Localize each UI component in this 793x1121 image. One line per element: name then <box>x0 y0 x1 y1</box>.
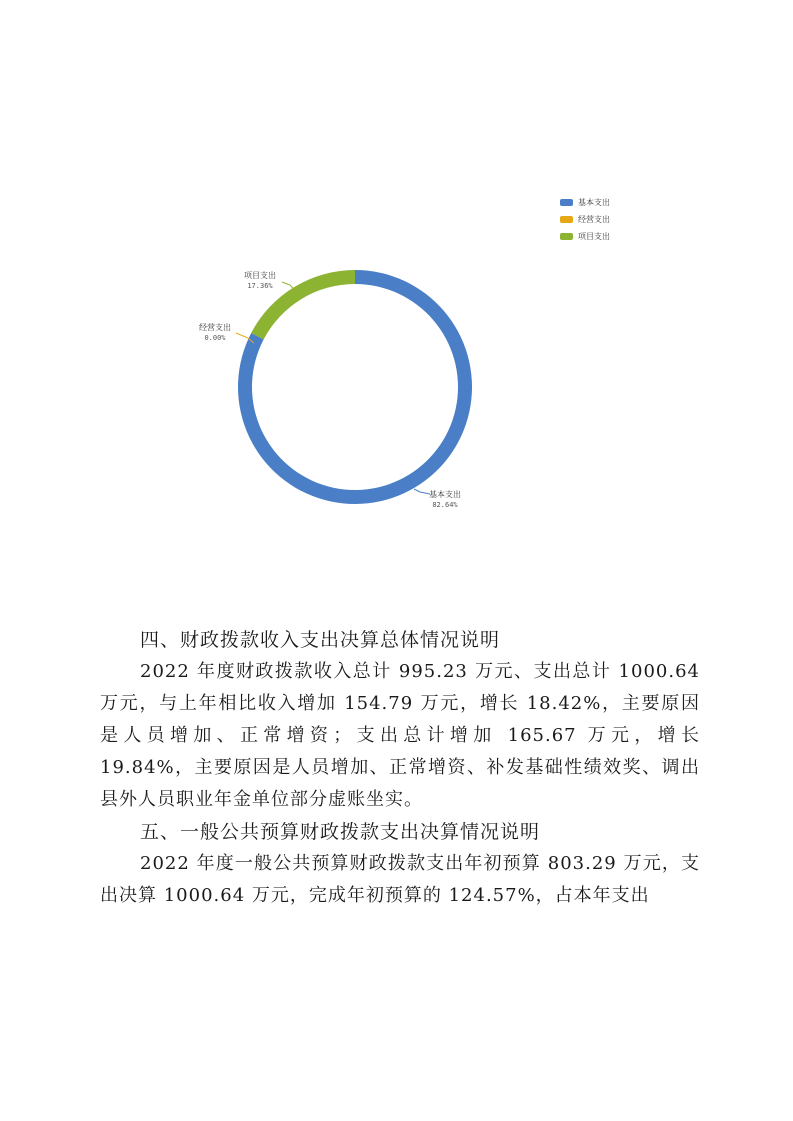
section-heading: 四、财政拨款收入支出决算总体情况说明 <box>140 629 501 651</box>
legend-swatch <box>560 216 573 223</box>
section-heading: 五、一般公共预算财政拨款支出决算情况说明 <box>140 821 541 843</box>
legend-item-project <box>560 228 610 245</box>
document-body <box>100 624 700 912</box>
legend-label: 项目支出 <box>578 232 610 241</box>
legend-swatch <box>560 233 573 240</box>
section-paragraph: 2022 年度财政拨款收入总计 995.23 万元、支出总计 1000.64 万元，与上年相比收入增加 154.79 万元，增长 18.42%，主要原因是人员增加、正常增资；支出总计增加 165.67 万元，增长 19.84%，主要原因是人员增加、正常增资、补发基础性绩效奖、调出县外人员职业年金单位部分虚账坐实。 <box>100 661 700 810</box>
slice-label-operating <box>199 323 231 343</box>
slice-label-basic <box>429 490 461 510</box>
legend-item-basic <box>560 194 610 211</box>
donut-slices <box>238 270 472 504</box>
legend-swatch <box>560 199 573 206</box>
slice-label-percent: 17.36% <box>247 282 273 290</box>
slice-label-name: 项目支出 <box>244 271 276 280</box>
legend-item-operating <box>560 211 610 228</box>
slice-label-project <box>244 271 276 291</box>
slice-label-percent: 82.64% <box>432 501 458 509</box>
slice-label-name: 经营支出 <box>199 323 231 332</box>
legend-label: 基本支出 <box>578 198 610 207</box>
slice-label-percent: 0.00% <box>204 334 226 342</box>
section-paragraph: 2022 年度一般公共预算财政拨款支出年初预算 803.29 万元，支出决算 1000.64 万元，完成年初预算的 124.57%，占本年支出 <box>100 853 700 906</box>
slice-label-name: 基本支出 <box>429 490 461 499</box>
legend-label: 经营支出 <box>578 215 610 224</box>
chart-legend <box>560 194 610 245</box>
leader-line-basic <box>414 489 430 494</box>
